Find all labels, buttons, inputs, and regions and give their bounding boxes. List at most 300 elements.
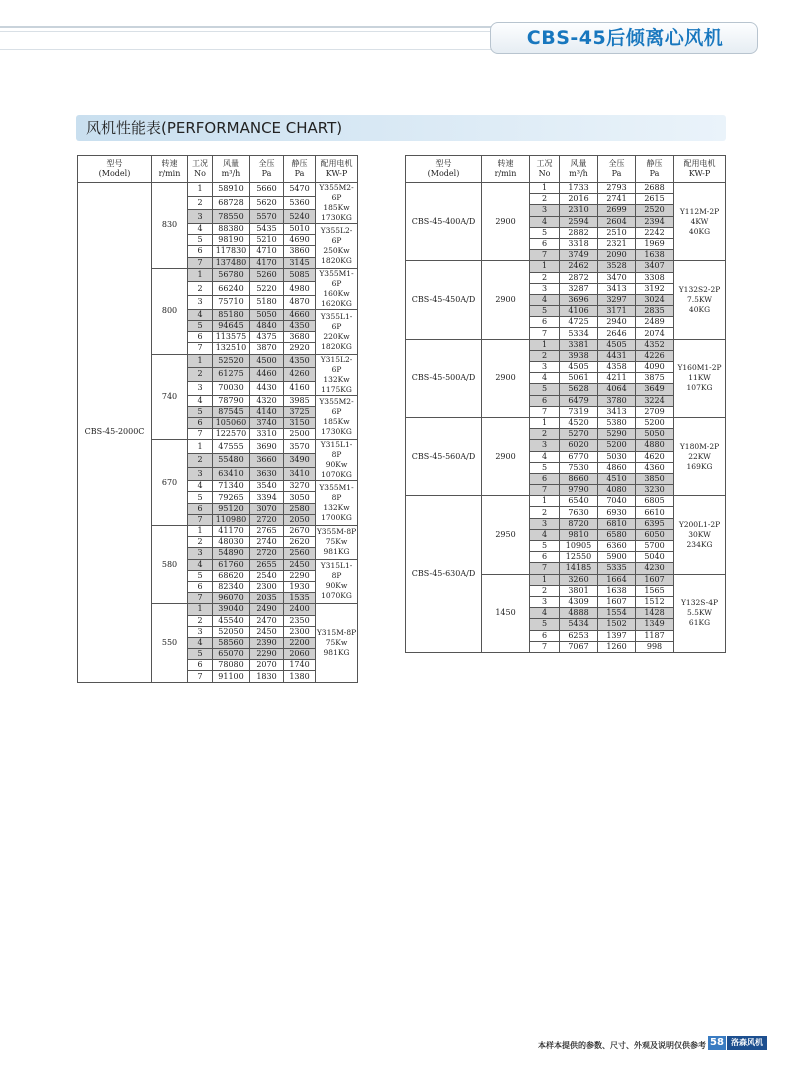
motor-cell: Y132S-4P 5.5KW 61KG [674, 574, 726, 652]
column-header-speed: 转速 r/min [482, 156, 530, 183]
speed-cell: 2900 [482, 183, 530, 261]
flow-cell: 96070 [213, 593, 250, 604]
table-row [406, 183, 726, 194]
flow-cell: 117830 [213, 246, 250, 257]
flow-cell: 78550 [213, 210, 250, 224]
total-pressure-cell: 2070 [250, 660, 284, 671]
speed-cell: 550 [152, 604, 188, 682]
flow-cell: 68620 [213, 570, 250, 581]
total-pressure-cell: 4211 [598, 373, 636, 384]
condition-cell: 1 [188, 604, 213, 615]
flow-cell: 91100 [213, 671, 250, 682]
condition-cell: 4 [188, 224, 213, 235]
flow-cell: 54890 [213, 548, 250, 559]
static-pressure-cell: 3150 [284, 417, 316, 428]
total-pressure-cell: 1607 [598, 596, 636, 607]
condition-cell: 6 [530, 238, 560, 249]
total-pressure-cell: 2604 [598, 216, 636, 227]
condition-cell: 3 [530, 362, 560, 373]
condition-cell: 7 [530, 485, 560, 496]
total-pressure-cell: 4064 [598, 384, 636, 395]
flow-cell: 95120 [213, 503, 250, 514]
total-pressure-cell: 2470 [250, 615, 284, 626]
total-pressure-cell: 5380 [598, 417, 636, 428]
total-pressure-cell: 4080 [598, 485, 636, 496]
flow-cell: 5628 [560, 384, 598, 395]
flow-cell: 6253 [560, 630, 598, 641]
static-pressure-cell: 3725 [284, 406, 316, 417]
column-header-static: 静压 Pa [284, 156, 316, 183]
flow-cell: 3381 [560, 339, 598, 350]
condition-cell: 4 [530, 608, 560, 619]
flow-cell: 61275 [213, 368, 250, 382]
static-pressure-cell: 2560 [284, 548, 316, 559]
flow-cell: 47555 [213, 440, 250, 454]
motor-cell: Y200L1-2P 30KW 234KG [674, 496, 726, 574]
flow-cell: 55480 [213, 453, 250, 467]
static-pressure-cell: 4230 [636, 563, 674, 574]
flow-cell: 4106 [560, 306, 598, 317]
flow-cell: 2882 [560, 227, 598, 238]
static-pressure-cell: 4352 [636, 339, 674, 350]
motor-cell: Y132S2-2P 7.5KW 40KG [674, 261, 726, 339]
total-pressure-cell: 3070 [250, 503, 284, 514]
condition-cell: 2 [530, 507, 560, 518]
header-rule [0, 49, 500, 50]
flow-cell: 85180 [213, 309, 250, 320]
flow-cell: 3318 [560, 238, 598, 249]
static-pressure-cell: 4360 [636, 462, 674, 473]
model-cell: CBS-45-630A/D [406, 496, 482, 653]
static-pressure-cell: 5200 [636, 417, 674, 428]
total-pressure-cell: 4840 [250, 320, 284, 331]
static-pressure-cell: 2300 [284, 626, 316, 637]
condition-cell: 5 [188, 320, 213, 331]
static-pressure-cell: 3050 [284, 492, 316, 503]
motor-cell: Y315L1-8P 90Kw 1070KG [316, 559, 358, 604]
condition-cell: 7 [188, 671, 213, 682]
total-pressure-cell: 2035 [250, 593, 284, 604]
condition-cell: 6 [188, 660, 213, 671]
motor-cell: Y112M-2P 4KW 40KG [674, 183, 726, 261]
column-header-flow: 风量 m³/h [213, 156, 250, 183]
condition-cell: 1 [188, 183, 213, 197]
total-pressure-cell: 3394 [250, 492, 284, 503]
static-pressure-cell: 3230 [636, 485, 674, 496]
total-pressure-cell: 7040 [598, 496, 636, 507]
total-pressure-cell: 3660 [250, 453, 284, 467]
condition-cell: 5 [530, 462, 560, 473]
total-pressure-cell: 2321 [598, 238, 636, 249]
condition-cell: 2 [530, 350, 560, 361]
static-pressure-cell: 3270 [284, 481, 316, 492]
static-pressure-cell: 2709 [636, 406, 674, 417]
total-pressure-cell: 3528 [598, 261, 636, 272]
condition-cell: 2 [530, 272, 560, 283]
condition-cell: 5 [530, 227, 560, 238]
column-header-cond: 工况 No [188, 156, 213, 183]
flow-cell: 4505 [560, 362, 598, 373]
flow-cell: 52050 [213, 626, 250, 637]
flow-cell: 105060 [213, 417, 250, 428]
model-cell: CBS-45-500A/D [406, 339, 482, 417]
flow-cell: 66240 [213, 282, 250, 296]
condition-cell: 6 [188, 417, 213, 428]
static-pressure-cell: 4350 [284, 354, 316, 368]
static-pressure-cell: 5700 [636, 541, 674, 552]
static-pressure-cell: 5470 [284, 183, 316, 197]
speed-cell: 800 [152, 268, 188, 354]
condition-cell: 5 [530, 541, 560, 552]
flow-cell: 8660 [560, 473, 598, 484]
static-pressure-cell: 4160 [284, 381, 316, 395]
static-pressure-cell: 3145 [284, 257, 316, 268]
total-pressure-cell: 6930 [598, 507, 636, 518]
condition-cell: 2 [188, 537, 213, 548]
static-pressure-cell: 2200 [284, 637, 316, 648]
static-pressure-cell: 1930 [284, 581, 316, 592]
flow-cell: 6540 [560, 496, 598, 507]
flow-cell: 14185 [560, 563, 598, 574]
static-pressure-cell: 2290 [284, 570, 316, 581]
static-pressure-cell: 2400 [284, 604, 316, 615]
condition-cell: 5 [188, 649, 213, 660]
total-pressure-cell: 4375 [250, 332, 284, 343]
static-pressure-cell: 998 [636, 641, 674, 652]
total-pressure-cell: 3171 [598, 306, 636, 317]
flow-cell: 4725 [560, 317, 598, 328]
static-pressure-cell: 3410 [284, 467, 316, 481]
static-pressure-cell: 2350 [284, 615, 316, 626]
total-pressure-cell: 5335 [598, 563, 636, 574]
condition-cell: 1 [530, 339, 560, 350]
total-pressure-cell: 5435 [250, 224, 284, 235]
flow-cell: 70030 [213, 381, 250, 395]
flow-cell: 79265 [213, 492, 250, 503]
condition-cell: 6 [188, 246, 213, 257]
model-cell: CBS-45-560A/D [406, 417, 482, 495]
motor-cell: Y315M-8P 75Kw 981KG [316, 604, 358, 682]
condition-cell: 5 [188, 492, 213, 503]
static-pressure-cell: 1969 [636, 238, 674, 249]
motor-cell: Y355M2-6P 185Kw 1730KG [316, 183, 358, 224]
flow-cell: 3749 [560, 250, 598, 261]
motor-cell: Y315L1-8P 90Kw 1070KG [316, 440, 358, 481]
static-pressure-cell: 2615 [636, 194, 674, 205]
flow-cell: 2310 [560, 205, 598, 216]
flow-cell: 3938 [560, 350, 598, 361]
flow-cell: 48030 [213, 537, 250, 548]
total-pressure-cell: 1830 [250, 671, 284, 682]
total-pressure-cell: 5220 [250, 282, 284, 296]
flow-cell: 137480 [213, 257, 250, 268]
flow-cell: 8720 [560, 518, 598, 529]
static-pressure-cell: 3985 [284, 395, 316, 406]
condition-cell: 2 [188, 282, 213, 296]
condition-cell: 1 [530, 183, 560, 194]
static-pressure-cell: 5360 [284, 196, 316, 210]
total-pressure-cell: 1638 [598, 585, 636, 596]
table-row [406, 496, 726, 507]
total-pressure-cell: 2450 [250, 626, 284, 637]
column-header-total: 全压 Pa [250, 156, 284, 183]
condition-cell: 7 [188, 257, 213, 268]
total-pressure-cell: 2290 [250, 649, 284, 660]
condition-cell: 2 [530, 429, 560, 440]
condition-cell: 5 [530, 384, 560, 395]
flow-cell: 6020 [560, 440, 598, 451]
condition-cell: 1 [530, 261, 560, 272]
static-pressure-cell: 5085 [284, 268, 316, 282]
condition-cell: 7 [188, 343, 213, 354]
condition-cell: 5 [530, 306, 560, 317]
total-pressure-cell: 6360 [598, 541, 636, 552]
condition-cell: 4 [188, 481, 213, 492]
model-cell: CBS-45-2000C [78, 183, 152, 683]
total-pressure-cell: 4431 [598, 350, 636, 361]
condition-cell: 3 [530, 440, 560, 451]
flow-cell: 110980 [213, 514, 250, 525]
motor-cell: Y355M-8P 75Kw 981KG [316, 526, 358, 560]
total-pressure-cell: 3470 [598, 272, 636, 283]
speed-cell: 2900 [482, 261, 530, 339]
condition-cell: 4 [188, 309, 213, 320]
total-pressure-cell: 3413 [598, 406, 636, 417]
total-pressure-cell: 5260 [250, 268, 284, 282]
motor-cell: Y355L2-6P 250Kw 1820KG [316, 224, 358, 269]
total-pressure-cell: 4170 [250, 257, 284, 268]
page-title: CBS-45后倾离心风机 [526, 27, 724, 49]
condition-cell: 7 [530, 641, 560, 652]
condition-cell: 7 [530, 250, 560, 261]
condition-cell: 5 [188, 406, 213, 417]
static-pressure-cell: 1380 [284, 671, 316, 682]
flow-cell: 61760 [213, 559, 250, 570]
flow-cell: 6770 [560, 451, 598, 462]
total-pressure-cell: 2540 [250, 570, 284, 581]
condition-cell: 6 [530, 317, 560, 328]
condition-cell: 7 [188, 593, 213, 604]
flow-cell: 9810 [560, 529, 598, 540]
motor-cell: Y355L1-6P 220Kw 1820KG [316, 309, 358, 354]
total-pressure-cell: 3413 [598, 283, 636, 294]
static-pressure-cell: 2500 [284, 429, 316, 440]
table-row [406, 417, 726, 428]
condition-cell: 7 [188, 429, 213, 440]
page-number: 58 [708, 1036, 726, 1050]
flow-cell: 3696 [560, 294, 598, 305]
column-header-model: 型号 (Model) [78, 156, 152, 183]
static-pressure-cell: 1638 [636, 250, 674, 261]
condition-cell: 4 [530, 373, 560, 384]
total-pressure-cell: 3780 [598, 395, 636, 406]
condition-cell: 1 [188, 268, 213, 282]
flow-cell: 88380 [213, 224, 250, 235]
model-cell: CBS-45-400A/D [406, 183, 482, 261]
condition-cell: 6 [530, 473, 560, 484]
column-header-static: 静压 Pa [636, 156, 674, 183]
total-pressure-cell: 3297 [598, 294, 636, 305]
static-pressure-cell: 2394 [636, 216, 674, 227]
flow-cell: 2462 [560, 261, 598, 272]
static-pressure-cell: 3649 [636, 384, 674, 395]
condition-cell: 4 [188, 637, 213, 648]
motor-cell: Y315L2-6P 132Kw 1175KG [316, 354, 358, 395]
flow-cell: 39040 [213, 604, 250, 615]
total-pressure-cell: 4500 [250, 354, 284, 368]
condition-cell: 3 [188, 296, 213, 310]
static-pressure-cell: 5040 [636, 552, 674, 563]
column-header-total: 全压 Pa [598, 156, 636, 183]
total-pressure-cell: 4505 [598, 339, 636, 350]
condition-cell: 4 [530, 216, 560, 227]
total-pressure-cell: 5180 [250, 296, 284, 310]
flow-cell: 4309 [560, 596, 598, 607]
static-pressure-cell: 4090 [636, 362, 674, 373]
static-pressure-cell: 4880 [636, 440, 674, 451]
static-pressure-cell: 5240 [284, 210, 316, 224]
motor-cell: Y160M1-2P 11KW 107KG [674, 339, 726, 417]
model-cell: CBS-45-450A/D [406, 261, 482, 339]
static-pressure-cell: 3024 [636, 294, 674, 305]
condition-cell: 1 [530, 417, 560, 428]
flow-cell: 65070 [213, 649, 250, 660]
condition-cell: 4 [188, 559, 213, 570]
condition-cell: 2 [188, 196, 213, 210]
total-pressure-cell: 2741 [598, 194, 636, 205]
total-pressure-cell: 2300 [250, 581, 284, 592]
static-pressure-cell: 4226 [636, 350, 674, 361]
flow-cell: 3287 [560, 283, 598, 294]
condition-cell: 1 [530, 574, 560, 585]
condition-cell: 2 [530, 585, 560, 596]
static-pressure-cell: 3570 [284, 440, 316, 454]
flow-cell: 7319 [560, 406, 598, 417]
total-pressure-cell: 6810 [598, 518, 636, 529]
flow-cell: 132510 [213, 343, 250, 354]
total-pressure-cell: 2490 [250, 604, 284, 615]
static-pressure-cell: 2620 [284, 537, 316, 548]
static-pressure-cell: 2920 [284, 343, 316, 354]
static-pressure-cell: 3490 [284, 453, 316, 467]
condition-cell: 7 [530, 406, 560, 417]
static-pressure-cell: 2489 [636, 317, 674, 328]
flow-cell: 78790 [213, 395, 250, 406]
flow-cell: 75710 [213, 296, 250, 310]
speed-cell: 830 [152, 183, 188, 269]
flow-cell: 1733 [560, 183, 598, 194]
condition-cell: 6 [530, 552, 560, 563]
flow-cell: 7630 [560, 507, 598, 518]
total-pressure-cell: 3740 [250, 417, 284, 428]
total-pressure-cell: 2940 [598, 317, 636, 328]
flow-cell: 41170 [213, 526, 250, 537]
static-pressure-cell: 1187 [636, 630, 674, 641]
table-row [406, 261, 726, 272]
flow-cell: 3801 [560, 585, 598, 596]
speed-cell: 670 [152, 440, 188, 526]
flow-cell: 2872 [560, 272, 598, 283]
column-header-model: 型号 (Model) [406, 156, 482, 183]
condition-cell: 1 [530, 496, 560, 507]
total-pressure-cell: 1554 [598, 608, 636, 619]
condition-cell: 3 [188, 381, 213, 395]
static-pressure-cell: 1349 [636, 619, 674, 630]
total-pressure-cell: 5290 [598, 429, 636, 440]
total-pressure-cell: 1260 [598, 641, 636, 652]
flow-cell: 58910 [213, 183, 250, 197]
static-pressure-cell: 4620 [636, 451, 674, 462]
static-pressure-cell: 2670 [284, 526, 316, 537]
total-pressure-cell: 4320 [250, 395, 284, 406]
condition-cell: 5 [188, 570, 213, 581]
flow-cell: 5434 [560, 619, 598, 630]
performance-table-right [405, 155, 726, 653]
static-pressure-cell: 4260 [284, 368, 316, 382]
total-pressure-cell: 2390 [250, 637, 284, 648]
flow-cell: 5334 [560, 328, 598, 339]
section-title: 风机性能表(PERFORMANCE CHART) [86, 119, 343, 137]
table-header-row [78, 156, 358, 183]
condition-cell: 2 [188, 615, 213, 626]
total-pressure-cell: 5900 [598, 552, 636, 563]
static-pressure-cell: 2450 [284, 559, 316, 570]
condition-cell: 3 [530, 205, 560, 216]
condition-cell: 1 [188, 354, 213, 368]
flow-cell: 3260 [560, 574, 598, 585]
condition-cell: 7 [530, 563, 560, 574]
static-pressure-cell: 1535 [284, 593, 316, 604]
total-pressure-cell: 2646 [598, 328, 636, 339]
condition-cell: 3 [530, 283, 560, 294]
condition-cell: 1 [188, 440, 213, 454]
static-pressure-cell: 1428 [636, 608, 674, 619]
condition-cell: 1 [188, 526, 213, 537]
condition-cell: 6 [530, 395, 560, 406]
total-pressure-cell: 3310 [250, 429, 284, 440]
flow-cell: 113575 [213, 332, 250, 343]
flow-cell: 4520 [560, 417, 598, 428]
static-pressure-cell: 3308 [636, 272, 674, 283]
total-pressure-cell: 2655 [250, 559, 284, 570]
condition-cell: 4 [188, 395, 213, 406]
motor-cell: Y355M1-6P 160Kw 1620KG [316, 268, 358, 309]
motor-cell: Y355M1-8P 132Kw 1700KG [316, 481, 358, 526]
static-pressure-cell: 3850 [636, 473, 674, 484]
total-pressure-cell: 1397 [598, 630, 636, 641]
footer-disclaimer: 本样本提供的参数、尺寸、外观及说明仅供参考 [538, 1041, 706, 1050]
flow-cell: 9790 [560, 485, 598, 496]
static-pressure-cell: 4350 [284, 320, 316, 331]
speed-cell: 2950 [482, 496, 530, 574]
total-pressure-cell: 6580 [598, 529, 636, 540]
flow-cell: 71340 [213, 481, 250, 492]
total-pressure-cell: 2720 [250, 514, 284, 525]
static-pressure-cell: 1607 [636, 574, 674, 585]
total-pressure-cell: 2793 [598, 183, 636, 194]
flow-cell: 56780 [213, 268, 250, 282]
condition-cell: 6 [188, 581, 213, 592]
static-pressure-cell: 4690 [284, 235, 316, 246]
static-pressure-cell: 2688 [636, 183, 674, 194]
condition-cell: 3 [188, 210, 213, 224]
static-pressure-cell: 6610 [636, 507, 674, 518]
total-pressure-cell: 1502 [598, 619, 636, 630]
total-pressure-cell: 3870 [250, 343, 284, 354]
static-pressure-cell: 1512 [636, 596, 674, 607]
flow-cell: 10905 [560, 541, 598, 552]
total-pressure-cell: 4358 [598, 362, 636, 373]
